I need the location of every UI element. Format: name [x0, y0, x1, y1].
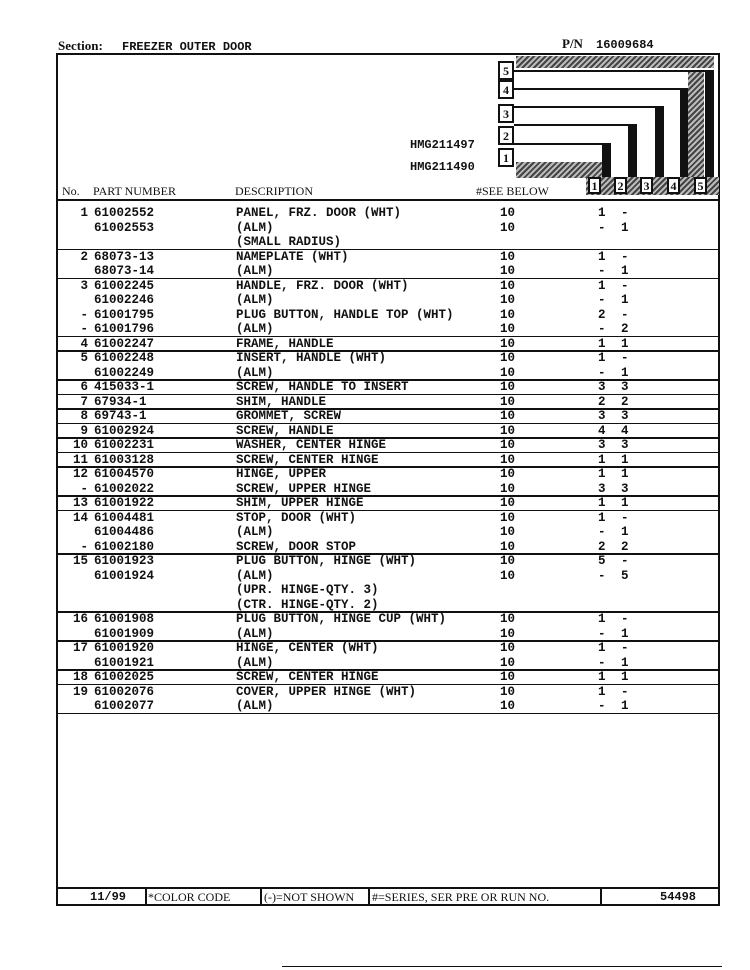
- description: SCREW, HANDLE TO INSERT: [236, 380, 409, 394]
- table-row: [58, 554, 720, 569]
- series-2-qty: -: [621, 278, 629, 293]
- description: (ALM): [236, 655, 274, 670]
- description: SHIM, HANDLE: [236, 394, 327, 409]
- section-name: FREEZER OUTER DOOR: [122, 40, 252, 54]
- description: (ALM): [236, 568, 274, 583]
- series-1-qty: 3: [598, 481, 606, 496]
- see-below: 10: [500, 206, 516, 220]
- table-row: [58, 670, 720, 685]
- table-row: [58, 612, 720, 627]
- part-number: 61002552: [94, 206, 155, 220]
- part-number: 61002231: [94, 438, 155, 452]
- col-no: No.: [62, 184, 80, 198]
- description: COVER, UPPER HINGE (WHT): [236, 684, 417, 699]
- series-1-qty: 3: [598, 409, 606, 423]
- description: WASHER, CENTER HINGE: [236, 438, 387, 452]
- series-1-qty: 1: [598, 336, 606, 351]
- see-below: 10: [500, 641, 516, 655]
- series-2-qty: 3: [621, 438, 629, 452]
- table-row: [58, 293, 720, 308]
- series-1-qty: 1: [598, 249, 606, 264]
- series-1-qty: 1: [598, 510, 606, 525]
- part-number: 61002246: [94, 293, 155, 307]
- table-row: [58, 221, 720, 236]
- series-2-qty: 1: [621, 452, 629, 467]
- see-below: 10: [500, 684, 516, 699]
- table-row: [58, 322, 720, 337]
- item-number: 1: [80, 206, 88, 220]
- table-row: [58, 235, 720, 250]
- part-number: 61002025: [94, 670, 155, 684]
- footer-not-shown: (-)=NOT SHOWN: [264, 890, 355, 904]
- see-below: 10: [500, 510, 516, 525]
- series-1-qty: 1: [598, 641, 606, 655]
- series-box-4: 4: [498, 80, 514, 99]
- part-number: 61001922: [94, 496, 155, 510]
- see-below: 10: [500, 655, 516, 670]
- see-below: 10: [500, 438, 516, 452]
- see-below: 10: [500, 409, 516, 423]
- series-1-qty: -: [598, 699, 606, 713]
- see-below: 10: [500, 365, 516, 380]
- item-number: 10: [72, 438, 88, 452]
- part-number: 61002245: [94, 278, 155, 293]
- description: SCREW, UPPER HINGE: [236, 481, 372, 496]
- item-number: 5: [80, 351, 88, 365]
- part-number: 61002180: [94, 539, 155, 554]
- table-row: [58, 337, 720, 352]
- table-row: [58, 366, 720, 381]
- part-number: 67934-1: [94, 394, 147, 409]
- item-number: 11: [72, 452, 88, 467]
- see-below: 10: [500, 525, 516, 539]
- footer-doc-number: 54498: [660, 890, 697, 904]
- see-below: 10: [500, 699, 516, 713]
- col-description: DESCRIPTION: [235, 184, 314, 198]
- series-1-qty: 1: [598, 467, 606, 481]
- series-2-qty: 1: [621, 220, 629, 235]
- see-below: 10: [500, 394, 516, 409]
- description: PLUG BUTTON, HANDLE TOP (WHT): [236, 307, 454, 322]
- table-row: [58, 540, 720, 555]
- see-below: 10: [500, 220, 516, 235]
- part-number: 68073-14: [94, 264, 155, 278]
- table-row: [58, 308, 720, 323]
- see-below: 10: [500, 264, 516, 278]
- item-number: 9: [80, 423, 88, 438]
- part-number: 61001921: [94, 655, 155, 670]
- see-below: 10: [500, 481, 516, 496]
- series-1-qty: -: [598, 220, 606, 235]
- series-2-qty: 3: [621, 481, 629, 496]
- table-row: [58, 264, 720, 279]
- series-2-qty: 5: [621, 568, 629, 583]
- part-number: 61002247: [94, 336, 155, 351]
- description: SCREW, HANDLE: [236, 423, 334, 438]
- item-number: 2: [80, 249, 88, 264]
- description: FRAME, HANDLE: [236, 336, 334, 351]
- see-below: 10: [500, 322, 516, 336]
- item-number: 19: [72, 684, 88, 699]
- part-number: 69743-1: [94, 409, 147, 423]
- series-1-qty: 2: [598, 394, 606, 409]
- table-row: [58, 279, 720, 294]
- part-number-label: P/N: [562, 36, 583, 51]
- see-below: 10: [500, 293, 516, 307]
- series-1-qty: 5: [598, 554, 606, 568]
- see-below: 10: [500, 568, 516, 583]
- section-label: Section:: [58, 38, 103, 53]
- see-below: 10: [500, 554, 516, 568]
- description: HINGE, UPPER: [236, 467, 327, 481]
- series-box-2: 2: [498, 126, 514, 145]
- description: NAMEPLATE (WHT): [236, 249, 349, 264]
- series-2-qty: 4: [621, 423, 629, 438]
- series-1-qty: 3: [598, 438, 606, 452]
- series-1-qty: 1: [598, 206, 606, 220]
- series-2-qty: -: [621, 684, 629, 699]
- item-number: 4: [80, 336, 88, 351]
- series-col-3: 3: [640, 177, 653, 194]
- series-1-qty: -: [598, 365, 606, 380]
- part-number: 61002924: [94, 423, 155, 438]
- table-row: [58, 250, 720, 265]
- series-1-qty: 1: [598, 670, 606, 684]
- series-1-qty: -: [598, 293, 606, 307]
- series-2-qty: 1: [621, 336, 629, 351]
- table-row: [58, 685, 720, 700]
- part-number: 61003128: [94, 452, 155, 467]
- item-number: 8: [80, 409, 88, 423]
- description: GROMMET, SCREW: [236, 409, 342, 423]
- series-1-qty: 1: [598, 684, 606, 699]
- description: (ALM): [236, 699, 274, 713]
- series-2-qty: -: [621, 612, 629, 626]
- see-below: 10: [500, 336, 516, 351]
- series-box-1: 1: [498, 148, 514, 167]
- row-divider: [58, 713, 720, 715]
- series-1-qty: -: [598, 264, 606, 278]
- see-below: 10: [500, 452, 516, 467]
- see-below: 10: [500, 626, 516, 641]
- part-number: 61001923: [94, 554, 155, 568]
- series-2-qty: 2: [621, 322, 629, 336]
- item-number: -: [80, 307, 88, 322]
- description: SCREW, DOOR STOP: [236, 539, 357, 554]
- series-1-qty: -: [598, 568, 606, 583]
- series-1-qty: -: [598, 525, 606, 539]
- item-number: 16: [72, 612, 88, 626]
- see-below: 10: [500, 496, 516, 510]
- table-row: [58, 569, 720, 584]
- table-row: [58, 641, 720, 656]
- see-below: 10: [500, 670, 516, 684]
- series-2-qty: 1: [621, 264, 629, 278]
- description: (SMALL RADIUS): [236, 235, 342, 249]
- table-row: [58, 380, 720, 395]
- table-row: [58, 453, 720, 468]
- description: (UPR. HINGE-QTY. 3): [236, 583, 379, 597]
- series-2-qty: 1: [621, 467, 629, 481]
- see-below: 10: [500, 612, 516, 626]
- description: SHIM, UPPER HINGE: [236, 496, 364, 510]
- series-2-qty: -: [621, 351, 629, 365]
- table-row: [58, 511, 720, 526]
- series-2-qty: -: [621, 206, 629, 220]
- series-2-qty: 2: [621, 394, 629, 409]
- part-number: 61001909: [94, 626, 155, 641]
- part-number: 61002022: [94, 481, 155, 496]
- series-1-qty: 2: [598, 539, 606, 554]
- table-row: [58, 395, 720, 410]
- series-2-qty: -: [621, 641, 629, 655]
- series-1-qty: 3: [598, 380, 606, 394]
- col-part-number: PART NUMBER: [93, 184, 176, 198]
- item-number: 12: [72, 467, 88, 481]
- item-number: 18: [72, 670, 88, 684]
- part-number: 61002077: [94, 699, 155, 713]
- part-number: 68073-13: [94, 249, 155, 264]
- see-below: 10: [500, 351, 516, 365]
- table-row: [58, 206, 720, 221]
- item-number: -: [80, 539, 88, 554]
- series-col-1: 1: [588, 177, 601, 194]
- part-number-value: 16009684: [596, 38, 654, 52]
- see-below: 10: [500, 467, 516, 481]
- col-see-below: #SEE BELOW: [476, 184, 549, 198]
- series-1-qty: 1: [598, 452, 606, 467]
- item-number: 14: [72, 510, 88, 525]
- series-1-qty: -: [598, 626, 606, 641]
- table-row: [58, 627, 720, 642]
- description: PLUG BUTTON, HINGE CUP (WHT): [236, 612, 447, 626]
- series-col-5: 5: [694, 177, 707, 194]
- series-box-3: 3: [498, 104, 514, 123]
- description: INSERT, HANDLE (WHT): [236, 351, 387, 365]
- description: (ALM): [236, 293, 274, 307]
- item-number: -: [80, 322, 88, 336]
- see-below: 10: [500, 278, 516, 293]
- description: (CTR. HINGE-QTY. 2): [236, 597, 379, 612]
- see-below: 10: [500, 423, 516, 438]
- part-number: 61001908: [94, 612, 155, 626]
- see-below: 10: [500, 249, 516, 264]
- part-number: 61001796: [94, 322, 155, 336]
- description: SCREW, CENTER HINGE: [236, 452, 379, 467]
- table-row: [58, 598, 720, 613]
- table-row: [58, 351, 720, 366]
- table-row: [58, 699, 720, 714]
- footer-color-code: *COLOR CODE: [148, 890, 231, 904]
- table-row: [58, 424, 720, 439]
- series-2-qty: 1: [621, 626, 629, 641]
- footer-date: 11/99: [90, 890, 127, 904]
- series-col-2: 2: [614, 177, 627, 194]
- part-number: 61004570: [94, 467, 155, 481]
- series-2-qty: 1: [621, 293, 629, 307]
- series-1-qty: 1: [598, 278, 606, 293]
- series-2-qty: -: [621, 307, 629, 322]
- description: (ALM): [236, 626, 274, 641]
- description: PLUG BUTTON, HINGE (WHT): [236, 554, 417, 568]
- table-row: [58, 482, 720, 497]
- table-row: [58, 583, 720, 598]
- model-code-1: HMG211497: [410, 138, 475, 152]
- part-number: 61004486: [94, 525, 155, 539]
- description: HINGE, CENTER (WHT): [236, 641, 379, 655]
- series-2-qty: 3: [621, 380, 629, 394]
- description: HANDLE, FRZ. DOOR (WHT): [236, 278, 409, 293]
- part-number: 61002076: [94, 684, 155, 699]
- model-code-2: HMG211490: [410, 160, 475, 174]
- description: (ALM): [236, 322, 274, 336]
- series-1-qty: 1: [598, 612, 606, 626]
- see-below: 10: [500, 307, 516, 322]
- table-row: [58, 525, 720, 540]
- part-number: 61001795: [94, 307, 155, 322]
- series-box-5: 5: [498, 61, 514, 80]
- item-number: 15: [72, 554, 88, 568]
- description: (ALM): [236, 220, 274, 235]
- series-2-qty: -: [621, 554, 629, 568]
- table-row: [58, 438, 720, 453]
- description: PANEL, FRZ. DOOR (WHT): [236, 206, 402, 220]
- table-row: [58, 496, 720, 511]
- series-2-qty: 1: [621, 365, 629, 380]
- item-number: 7: [80, 394, 88, 409]
- series-2-qty: 1: [621, 525, 629, 539]
- item-number: 17: [72, 641, 88, 655]
- series-1-qty: 1: [598, 496, 606, 510]
- series-2-qty: 1: [621, 655, 629, 670]
- part-number: 415033-1: [94, 380, 155, 394]
- series-2-qty: -: [621, 510, 629, 525]
- series-1-qty: 1: [598, 351, 606, 365]
- series-1-qty: 4: [598, 423, 606, 438]
- series-col-4: 4: [667, 177, 680, 194]
- description: SCREW, CENTER HINGE: [236, 670, 379, 684]
- series-1-qty: 2: [598, 307, 606, 322]
- series-2-qty: 3: [621, 409, 629, 423]
- series-1-qty: -: [598, 322, 606, 336]
- item-number: 13: [72, 496, 88, 510]
- see-below: 10: [500, 380, 516, 394]
- part-number: 61001924: [94, 568, 155, 583]
- description: (ALM): [236, 525, 274, 539]
- part-number: 61002249: [94, 365, 155, 380]
- description: (ALM): [236, 264, 274, 278]
- series-2-qty: 1: [621, 496, 629, 510]
- series-2-qty: 1: [621, 670, 629, 684]
- description: STOP, DOOR (WHT): [236, 510, 357, 525]
- part-number: 61001920: [94, 641, 155, 655]
- footer-series-note: #=SERIES, SER PRE OR RUN NO.: [372, 890, 550, 904]
- part-number: 61002553: [94, 220, 155, 235]
- series-2-qty: 1: [621, 699, 629, 713]
- item-number: 6: [80, 380, 88, 394]
- series-2-qty: 2: [621, 539, 629, 554]
- see-below: 10: [500, 539, 516, 554]
- item-number: 3: [80, 278, 88, 293]
- series-2-qty: -: [621, 249, 629, 264]
- table-row: [58, 656, 720, 671]
- table-row: [58, 409, 720, 424]
- item-number: -: [80, 481, 88, 496]
- description: (ALM): [236, 365, 274, 380]
- series-1-qty: -: [598, 655, 606, 670]
- part-number: 61004481: [94, 510, 155, 525]
- table-row: [58, 467, 720, 482]
- part-number: 61002248: [94, 351, 155, 365]
